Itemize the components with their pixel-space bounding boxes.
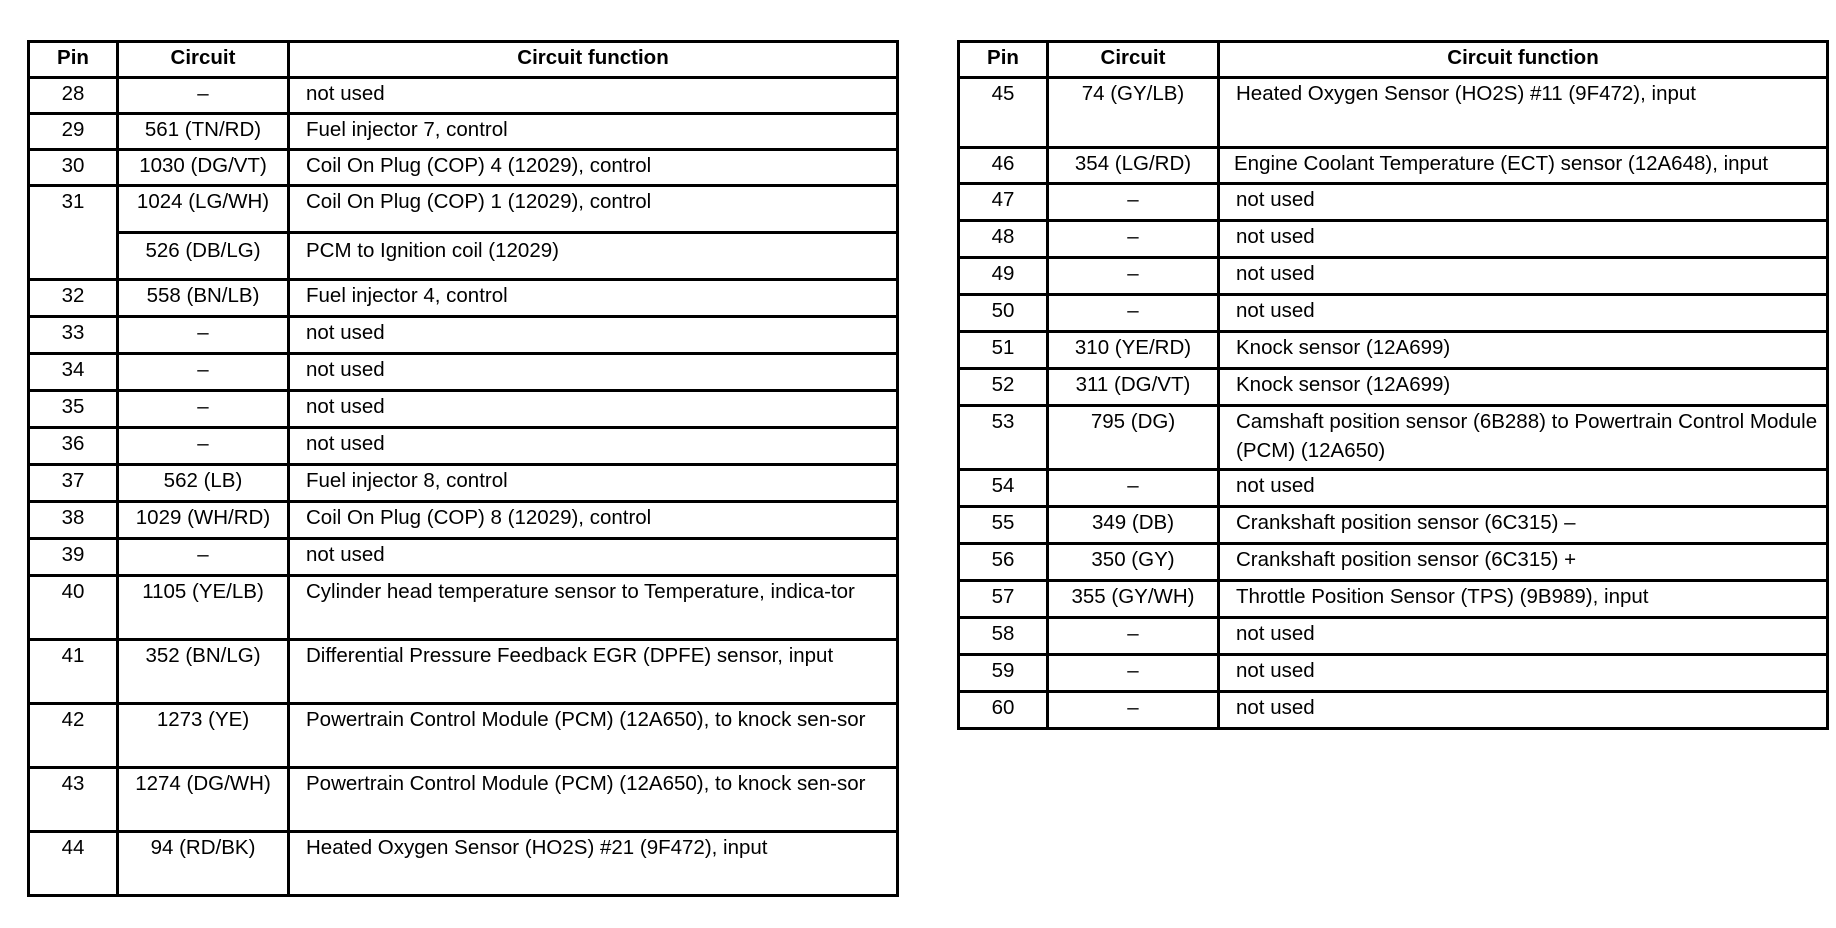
pinout-table-left bbox=[27, 40, 899, 897]
circuit-cell: – bbox=[118, 428, 289, 465]
pin-cell: 47 bbox=[959, 184, 1048, 221]
function-cell: Fuel injector 4, control bbox=[289, 280, 898, 317]
table-row bbox=[29, 465, 898, 502]
function-cell: not used bbox=[1219, 618, 1828, 655]
table-row bbox=[959, 507, 1828, 544]
circuit-cell: 74 (GY/LB) bbox=[1048, 78, 1219, 148]
circuit-cell: – bbox=[1048, 618, 1219, 655]
table-row bbox=[29, 233, 898, 280]
table-row bbox=[29, 78, 898, 114]
pinout-table-right bbox=[957, 40, 1829, 730]
table-row bbox=[959, 470, 1828, 507]
pin-cell: 58 bbox=[959, 618, 1048, 655]
table-row bbox=[29, 186, 898, 233]
table-row bbox=[29, 704, 898, 768]
function-cell: Coil On Plug (COP) 4 (12029), control bbox=[289, 150, 898, 186]
table-row bbox=[29, 640, 898, 704]
circuit-cell: 526 (DB/LG) bbox=[118, 233, 289, 280]
pin-cell: 49 bbox=[959, 258, 1048, 295]
function-cell: Knock sensor (12A699) bbox=[1219, 332, 1828, 369]
pin-cell: 55 bbox=[959, 507, 1048, 544]
table-row bbox=[959, 221, 1828, 258]
circuit-cell: 355 (GY/WH) bbox=[1048, 581, 1219, 618]
circuit-cell: – bbox=[1048, 470, 1219, 507]
function-cell: not used bbox=[1219, 295, 1828, 332]
circuit-cell: 354 (LG/RD) bbox=[1048, 148, 1219, 184]
circuit-cell: – bbox=[118, 354, 289, 391]
circuit-cell: 350 (GY) bbox=[1048, 544, 1219, 581]
table-row bbox=[959, 406, 1828, 470]
pin-cell: 50 bbox=[959, 295, 1048, 332]
circuit-cell: 352 (BN/LG) bbox=[118, 640, 289, 704]
pin-cell: 60 bbox=[959, 692, 1048, 729]
table-row bbox=[959, 184, 1828, 221]
table-row bbox=[29, 832, 898, 896]
function-cell: Camshaft position sensor (6B288) to Powertrain Control Module (PCM) (12A650) bbox=[1219, 406, 1828, 470]
circuit-cell: 311 (DG/VT) bbox=[1048, 369, 1219, 406]
circuit-cell: 94 (RD/BK) bbox=[118, 832, 289, 896]
circuit-cell: 1030 (DG/VT) bbox=[118, 150, 289, 186]
circuit-cell: – bbox=[1048, 295, 1219, 332]
table-row bbox=[959, 332, 1828, 369]
pin-cell: 39 bbox=[29, 539, 118, 576]
table-row bbox=[959, 258, 1828, 295]
function-cell: Fuel injector 8, control bbox=[289, 465, 898, 502]
pin-header: Pin bbox=[29, 42, 118, 78]
pin-cell: 43 bbox=[29, 768, 118, 832]
circuit-cell: 1274 (DG/WH) bbox=[118, 768, 289, 832]
pin-cell: 41 bbox=[29, 640, 118, 704]
circuit-cell: 1024 (LG/WH) bbox=[118, 186, 289, 233]
pin-cell: 57 bbox=[959, 581, 1048, 618]
table-row bbox=[29, 354, 898, 391]
pin-cell: 44 bbox=[29, 832, 118, 896]
pin-header: Pin bbox=[959, 42, 1048, 78]
circuit-header: Circuit bbox=[1048, 42, 1219, 78]
pin-cell: 36 bbox=[29, 428, 118, 465]
table-row bbox=[29, 150, 898, 186]
pin-cell: 46 bbox=[959, 148, 1048, 184]
function-cell: Knock sensor (12A699) bbox=[1219, 369, 1828, 406]
table-row bbox=[29, 391, 898, 428]
pin-cell: 54 bbox=[959, 470, 1048, 507]
function-cell: Crankshaft position sensor (6C315) + bbox=[1219, 544, 1828, 581]
table-row bbox=[959, 295, 1828, 332]
table-row bbox=[959, 369, 1828, 406]
function-cell: Crankshaft position sensor (6C315) – bbox=[1219, 507, 1828, 544]
header-row bbox=[959, 42, 1828, 78]
table-row bbox=[959, 655, 1828, 692]
circuit-cell: 561 (TN/RD) bbox=[118, 114, 289, 150]
function-cell: Cylinder head temperature sensor to Temperature, indica-tor bbox=[289, 576, 898, 640]
table-row bbox=[29, 502, 898, 539]
circuit-cell: 1273 (YE) bbox=[118, 704, 289, 768]
pin-cell: 52 bbox=[959, 369, 1048, 406]
pin-cell: 53 bbox=[959, 406, 1048, 470]
table-row bbox=[29, 317, 898, 354]
table-row bbox=[29, 428, 898, 465]
circuit-cell: – bbox=[1048, 221, 1219, 258]
table-row bbox=[959, 148, 1828, 184]
function-cell: not used bbox=[1219, 470, 1828, 507]
circuit-cell: 562 (LB) bbox=[118, 465, 289, 502]
circuit-cell: 795 (DG) bbox=[1048, 406, 1219, 470]
circuit-cell: – bbox=[1048, 655, 1219, 692]
pin-cell: 38 bbox=[29, 502, 118, 539]
function-header: Circuit function bbox=[289, 42, 898, 78]
pin-cell: 59 bbox=[959, 655, 1048, 692]
function-cell: Powertrain Control Module (PCM) (12A650), to knock sen-sor bbox=[289, 704, 898, 768]
pin-cell: 42 bbox=[29, 704, 118, 768]
table-row bbox=[29, 576, 898, 640]
circuit-cell: 1029 (WH/RD) bbox=[118, 502, 289, 539]
function-cell: not used bbox=[1219, 692, 1828, 729]
pin-cell: 34 bbox=[29, 354, 118, 391]
function-cell: not used bbox=[289, 391, 898, 428]
pin-cell: 56 bbox=[959, 544, 1048, 581]
table-row bbox=[29, 539, 898, 576]
pin-cell: 48 bbox=[959, 221, 1048, 258]
pin-cell: 28 bbox=[29, 78, 118, 114]
function-cell: not used bbox=[289, 428, 898, 465]
table-row bbox=[29, 768, 898, 832]
function-header: Circuit function bbox=[1219, 42, 1828, 78]
table-row bbox=[959, 581, 1828, 618]
pin-cell: 45 bbox=[959, 78, 1048, 148]
pin-cell: 30 bbox=[29, 150, 118, 186]
pin-cell: 29 bbox=[29, 114, 118, 150]
circuit-cell: 1105 (YE/LB) bbox=[118, 576, 289, 640]
circuit-cell: – bbox=[118, 317, 289, 354]
circuit-cell: 310 (YE/RD) bbox=[1048, 332, 1219, 369]
function-cell: Coil On Plug (COP) 1 (12029), control bbox=[289, 186, 898, 233]
function-cell: not used bbox=[289, 317, 898, 354]
function-cell: not used bbox=[1219, 184, 1828, 221]
function-cell: PCM to Ignition coil (12029) bbox=[289, 233, 898, 280]
pin-cell: 51 bbox=[959, 332, 1048, 369]
circuit-cell: 558 (BN/LB) bbox=[118, 280, 289, 317]
function-cell: Powertrain Control Module (PCM) (12A650), to knock sen-sor bbox=[289, 768, 898, 832]
circuit-cell: 349 (DB) bbox=[1048, 507, 1219, 544]
table-row bbox=[959, 544, 1828, 581]
table-row bbox=[959, 78, 1828, 148]
pin-cell: 31 bbox=[29, 186, 118, 280]
function-cell: Throttle Position Sensor (TPS) (9B989), input bbox=[1219, 581, 1828, 618]
table-row bbox=[29, 114, 898, 150]
circuit-cell: – bbox=[1048, 258, 1219, 295]
function-cell: not used bbox=[1219, 221, 1828, 258]
function-cell: not used bbox=[289, 539, 898, 576]
pin-cell: 35 bbox=[29, 391, 118, 428]
function-cell: Heated Oxygen Sensor (HO2S) #21 (9F472), input bbox=[289, 832, 898, 896]
function-cell: not used bbox=[289, 354, 898, 391]
pin-cell: 33 bbox=[29, 317, 118, 354]
table-row bbox=[29, 280, 898, 317]
pin-cell: 40 bbox=[29, 576, 118, 640]
function-cell: not used bbox=[1219, 655, 1828, 692]
circuit-cell: – bbox=[118, 539, 289, 576]
circuit-cell: – bbox=[118, 78, 289, 114]
pin-cell: 37 bbox=[29, 465, 118, 502]
function-cell: Fuel injector 7, control bbox=[289, 114, 898, 150]
function-cell: not used bbox=[289, 78, 898, 114]
circuit-cell: – bbox=[1048, 184, 1219, 221]
function-cell: Coil On Plug (COP) 8 (12029), control bbox=[289, 502, 898, 539]
function-cell: Heated Oxygen Sensor (HO2S) #11 (9F472), input bbox=[1219, 78, 1828, 148]
function-cell: Differential Pressure Feedback EGR (DPFE) sensor, input bbox=[289, 640, 898, 704]
circuit-cell: – bbox=[1048, 692, 1219, 729]
circuit-cell: – bbox=[118, 391, 289, 428]
function-cell: not used bbox=[1219, 258, 1828, 295]
function-cell: Engine Coolant Temperature (ECT) sensor (12A648), input bbox=[1219, 148, 1828, 184]
table-row bbox=[959, 692, 1828, 729]
header-row bbox=[29, 42, 898, 78]
table-row bbox=[959, 618, 1828, 655]
circuit-header: Circuit bbox=[118, 42, 289, 78]
pin-cell: 32 bbox=[29, 280, 118, 317]
